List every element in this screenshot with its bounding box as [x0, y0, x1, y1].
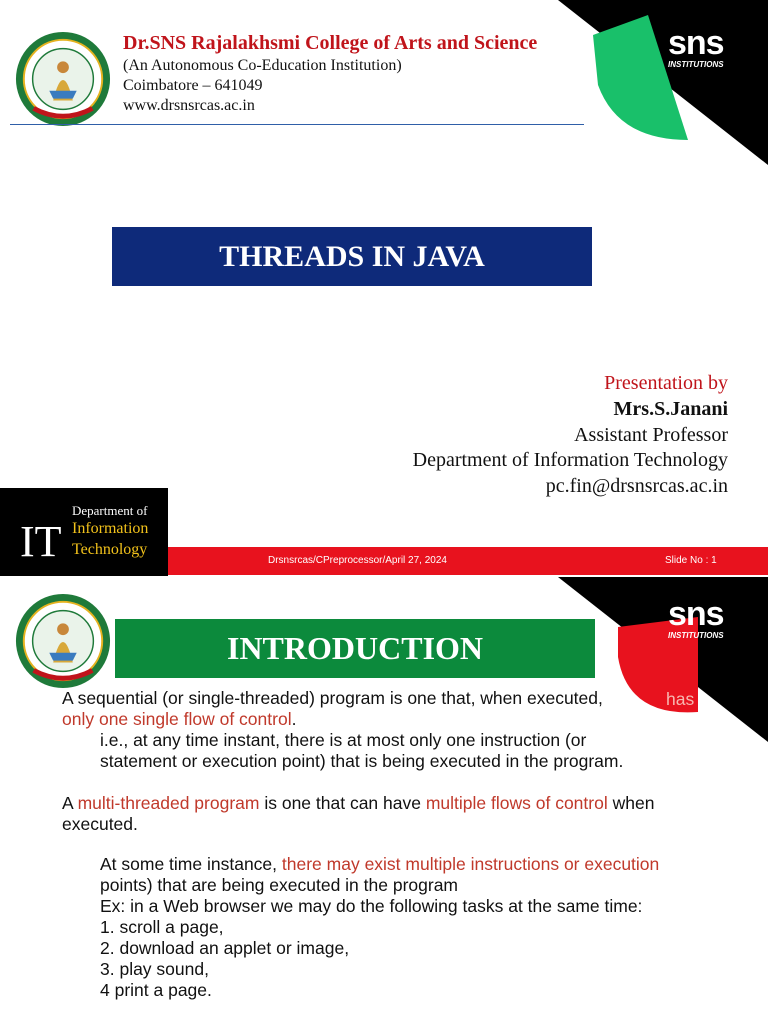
- dept-logo-line3: Technology: [72, 541, 148, 558]
- college-city: Coimbatore – 641049: [123, 77, 263, 94]
- list-item: 4 print a page.: [100, 980, 212, 1000]
- presenter-email: pc.fin@drsnsrcas.ac.in: [545, 475, 728, 497]
- paragraph-4-line-1: At some time instance, there may exist multiple instructions or execution: [100, 854, 660, 874]
- college-url: www.drsnsrcas.ac.in: [123, 97, 255, 114]
- presenter-role: Assistant Professor: [574, 424, 728, 446]
- paragraph-3-line-1: A multi-threaded program is one that can have multiple flows of control when: [62, 793, 655, 813]
- dept-logo-line1: Department of: [72, 503, 148, 518]
- presented-by-label: Presentation by: [604, 372, 728, 394]
- list-item: 2. download an applet or image,: [100, 938, 350, 958]
- faded-word: has: [666, 689, 695, 709]
- list-item: 3. play sound,: [100, 959, 209, 979]
- college-seal-icon: [14, 30, 112, 128]
- college-name: Dr.SNS Rajalakhsmi College of Arts and Science: [123, 32, 538, 54]
- college-seal-icon: [14, 592, 112, 690]
- sns-institutions-logo: sns INSTITUTIONS: [668, 24, 724, 69]
- presenter-name: Mrs.S.Janani: [613, 398, 728, 420]
- list-item: 1. scroll a page,: [100, 917, 224, 937]
- paragraph-2-line-1: i.e., at any time instant, there is at most only one instruction (or: [100, 730, 587, 750]
- footer-path: Drsnsrcas/CPreprocessor/April 27, 2024: [268, 555, 447, 566]
- introduction-slide: [0, 577, 768, 1024]
- example-intro: Ex: in a Web browser we may do the following tasks at the same time:: [100, 896, 643, 916]
- presenter-dept: Department of Information Technology: [412, 449, 728, 471]
- footer-slide-number: Slide No : 1: [665, 555, 717, 566]
- paragraph-1-line-2: only one single flow of control.: [62, 709, 297, 729]
- slide-title: THREADS IN JAVA: [219, 239, 485, 273]
- paragraph-2-line-2: statement or execution point) that is being executed in the program.: [100, 751, 624, 771]
- college-subtitle: (An Autonomous Co-Education Institution): [123, 57, 402, 74]
- dept-logo-abbrev: IT: [20, 517, 62, 566]
- dept-logo-line2: Information: [72, 520, 149, 537]
- slide-title-banner: [112, 227, 592, 286]
- slide-title: INTRODUCTION: [226, 630, 484, 666]
- corner-decoration: [558, 0, 768, 170]
- slide-title-banner: [115, 619, 595, 678]
- paragraph-4-line-2: points) that are being executed in the program: [100, 875, 458, 895]
- header-divider: [10, 124, 584, 125]
- paragraph-1-line-1: A sequential (or single-threaded) program is one that, when executed,: [62, 688, 603, 708]
- paragraph-3-line-2: executed.: [62, 814, 138, 834]
- sns-institutions-logo: sns INSTITUTIONS: [668, 595, 724, 640]
